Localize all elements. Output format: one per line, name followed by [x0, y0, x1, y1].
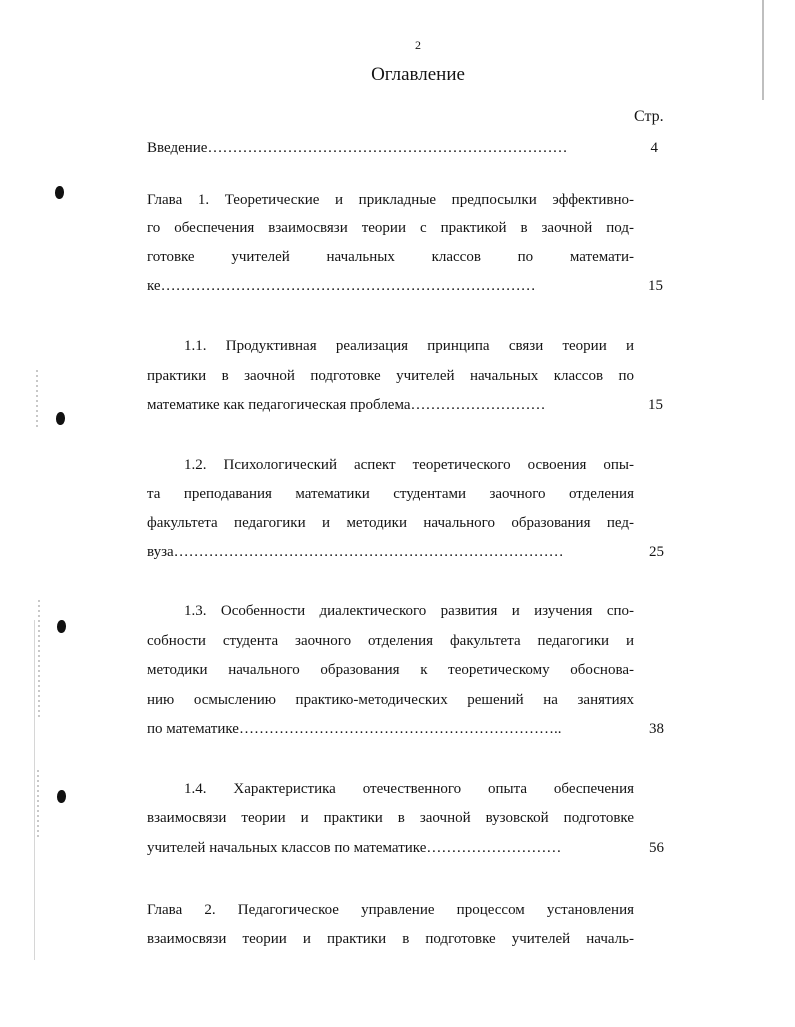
toc-entry-section-1-3[interactable]: 1.3. Особенности диалектического развития и изучения спо- [184, 603, 634, 619]
binder-hole [57, 620, 66, 633]
toc-entry-section-1-3[interactable]: по математике……………………………………………………….. [147, 721, 562, 737]
toc-entry-section-1-2[interactable]: та преподавания математики студентами заочного отделения [147, 486, 634, 502]
toc-entry-section-1-2[interactable]: вуза…………………………………………………………………… [147, 544, 564, 560]
toc-entry-chapter-2[interactable]: взаимосвязи теории и практики в подготовке учителей началь- [147, 931, 634, 947]
scan-speckle [36, 370, 38, 430]
toc-page-number: 4 [650, 140, 658, 156]
scan-speckle [38, 600, 40, 720]
toc-entry-section-1-3[interactable]: собности студента заочного отделения факультета педагогики и [147, 633, 634, 649]
scan-edge-line-left [34, 620, 35, 960]
toc-entry-introduction[interactable]: Введение……………………………………………………………… [147, 140, 568, 156]
toc-entry-section-1-3[interactable]: нию осмыслению практико-методических решений на занятиях [147, 692, 634, 708]
binder-hole [57, 790, 66, 803]
toc-entry-chapter-1[interactable]: го обеспечения взаимосвязи теории с практикой в заочной под- [147, 220, 634, 236]
toc-entry-section-1-1[interactable]: 1.1. Продуктивная реализация принципа связи теории и [184, 338, 634, 354]
toc-entry-chapter-1[interactable]: Глава 1. Теоретические и прикладные предпосылки эффективно- [147, 192, 634, 208]
toc-page-number: 15 [648, 397, 663, 413]
scan-speckle [37, 770, 39, 840]
page-column-label: Стр. [634, 108, 664, 125]
toc-page-number: 38 [649, 721, 664, 737]
toc-page-number: 25 [649, 544, 664, 560]
toc-entry-chapter-1[interactable]: ке………………………………………………………………… [147, 278, 536, 294]
page-title: Оглавление [371, 64, 465, 85]
toc-entry-section-1-2[interactable]: факультета педагогики и методики начального образования пед- [147, 515, 634, 531]
toc-entry-section-1-1[interactable]: практики в заочной подготовке учителей начальных классов по [147, 368, 634, 384]
toc-page-number: 15 [648, 278, 663, 294]
binder-hole [55, 186, 64, 199]
binder-hole [56, 412, 65, 425]
toc-entry-chapter-2[interactable]: Глава 2. Педагогическое управление процессом установления [147, 902, 634, 918]
toc-entry-section-1-4[interactable]: 1.4. Характеристика отечественного опыта обеспечения [184, 781, 634, 797]
toc-entry-section-1-4[interactable]: учителей начальных классов по математике……………………… [147, 840, 562, 856]
toc-entry-section-1-1[interactable]: математике как педагогическая проблема……………………… [147, 397, 546, 413]
page-number: 2 [415, 38, 421, 52]
toc-entry-chapter-1[interactable]: готовке учителей начальных классов по математи- [147, 249, 634, 265]
toc-entry-section-1-4[interactable]: взаимосвязи теории и практики в заочной вузовской подготовке [147, 810, 634, 826]
toc-page-number: 56 [649, 840, 664, 856]
toc-entry-section-1-2[interactable]: 1.2. Психологический аспект теоретического освоения опы- [184, 457, 634, 473]
toc-entry-section-1-3[interactable]: методики начального образования к теоретическому обоснова- [147, 662, 634, 678]
